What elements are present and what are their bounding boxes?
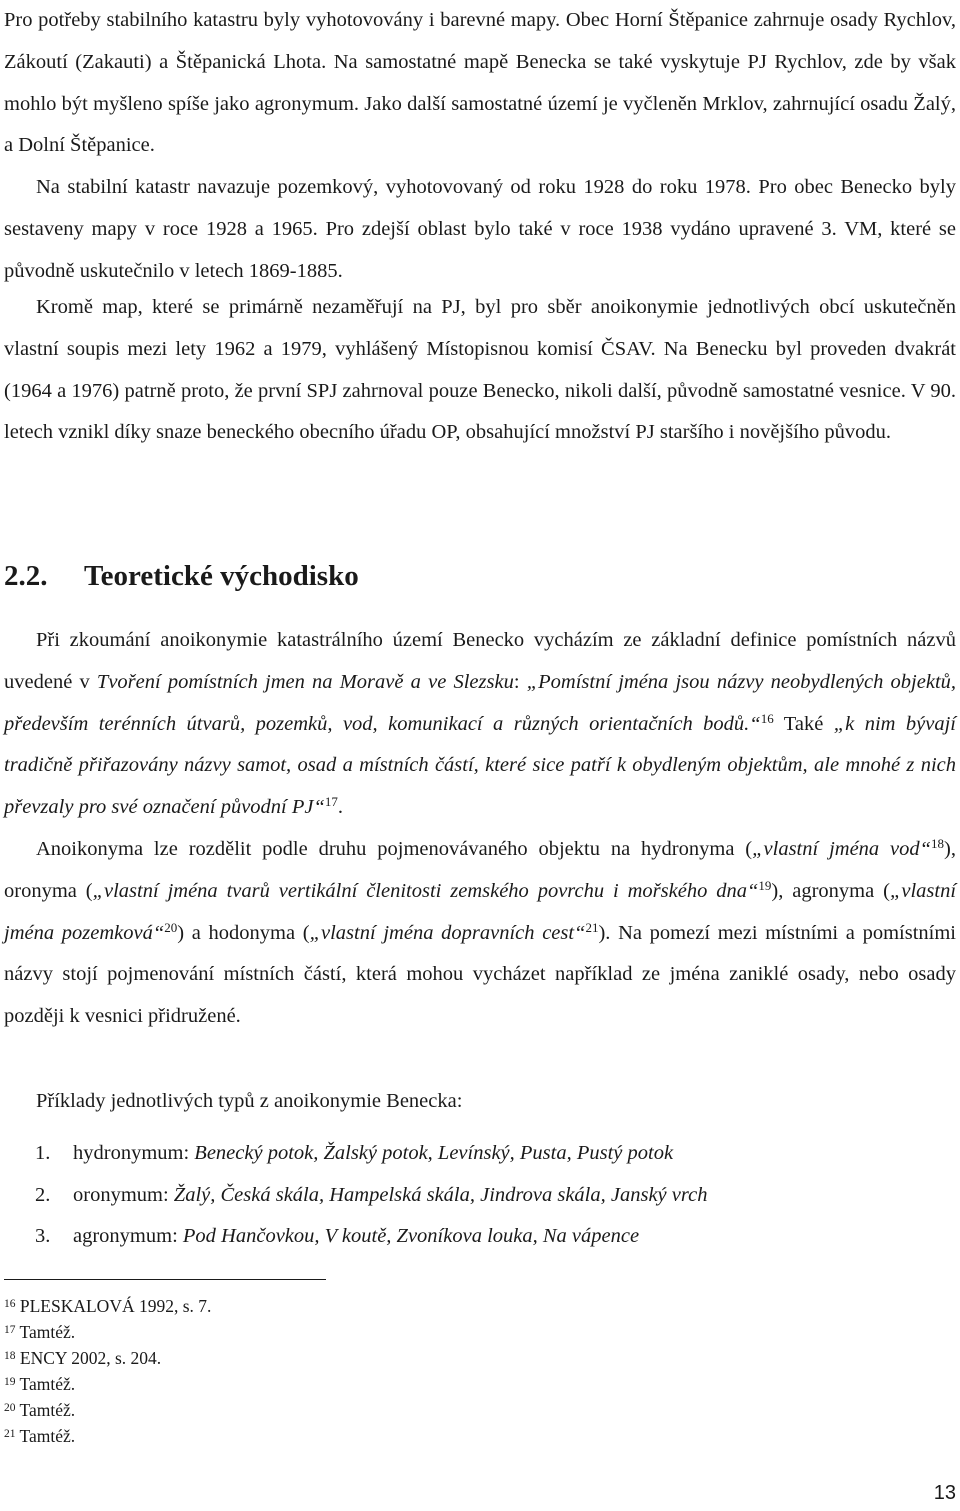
footnote-number: 17 [4, 1324, 16, 1336]
footnotes-list [4, 1293, 211, 1449]
footnote-text: Tamtéž. [15, 1374, 76, 1394]
paragraph-anoikonym-types: Anoikonyma lze rozdělit podle druhu pojmenovávaného objektu na hydronyma („vlastní jména vod“$^{18}$), oronyma („vlastní jména tvarů vertikální členitosti zemského povrchu i mořského dna“$^{19}$), agronyma („vlastní jména pozemková“$^{20}$) a hodonyma („vlastní jména dopravních cest“$^{21}$). Na pomezí mezi místními a pomístními názvy stojí pojmenování místních částí, která mohou vycházet například ze jména zaniklé osady, nebo osady později k vesnici přidružené. [4, 836, 957, 1028]
footnote-text: ENCY 2002, s. 204. [15, 1348, 162, 1368]
type-quote: „vlastní jména vod“ [752, 838, 932, 860]
footnote-ref[interactable]: 18 [931, 836, 945, 851]
footnote-number: 16 [4, 1298, 16, 1310]
paragraph-examples-intro: Příklady jednotlivých typů z anoikonymie Benecka: [36, 1090, 463, 1112]
footnote-text: Tamtéž. [15, 1322, 76, 1342]
paragraph-definition: Při zkoumání anoikonymie katastrálního území Benecko vycházím ze základní definice pomístních názvů uvedené v Tvoření pomístních jmen na Moravě a ve Slezsku: „Pomístní jména jsou názvy neobydlených objektů, především terénních útvarů, pozemků, vod, komunikací a různých orientačních bodů.“$^{16}$ Také „k nim bývají tradičně přiřazovány názvy samot, osad a místních částí, které sice patří k obydleným objektům, ale mnohé z nich převzaly pro své označení původní PJ“$^{17}$. [4, 629, 957, 819]
footnote-ref[interactable]: 17 [324, 794, 338, 810]
section-number: 2.2. [4, 560, 48, 592]
list-number: 3. [35, 1225, 51, 1247]
list-item [4, 1133, 956, 1175]
footnote [4, 1371, 211, 1397]
examples-list [4, 1133, 956, 1258]
paragraph-land-cadastre: Na stabilní katastr navazuje pozemkový, vyhotovovaný od roku 1928 do roku 1978. Pro obec Benecko byly sestaveny mapy v roce 1928 a 1965. Pro zdejší oblast bylo také v roce 1938 vydáno upravené 3. VM, které se původně uskutečnilo v letech 1869-1885. [4, 176, 956, 282]
footnote-text: Tamtéž. [15, 1426, 76, 1446]
footnote [4, 1345, 211, 1371]
example-label: agronymum: [73, 1225, 183, 1247]
footnote-ref[interactable]: 19 [758, 877, 772, 893]
definition-quote: „k nim bývají tradičně přiřazovány názvy samot, osad a místních částí, které sice patří k obydleným objektům, ale mnohé z nich převzaly pro své označení původní PJ“ [4, 712, 956, 819]
list-number: 2. [35, 1183, 51, 1206]
example-label: oronymum: [73, 1183, 174, 1206]
footnote [4, 1397, 211, 1423]
footnote-number: 18 [4, 1350, 16, 1362]
footnote-separator [4, 1279, 326, 1280]
example-names: Pod Hančovkou, V koutě, Zvoníkova louka, Na vápence [182, 1225, 640, 1247]
definition-quote: „Pomístní jména jsou názvy neobydlených objektů, především terénních útvarů, pozemků, vod, komunikací a různých orientačních bodů.“ [4, 670, 957, 735]
footnote-number: 20 [4, 1402, 16, 1414]
footnote-ref[interactable]: 21 [585, 919, 599, 935]
footnote-text: Tamtéž. [15, 1400, 76, 1420]
footnote-ref[interactable]: 20 [164, 919, 178, 935]
list-number: 1. [35, 1142, 51, 1164]
example-names: Benecký potok, Žalský potok, Levínský, Pusta, Pustý potok [194, 1142, 674, 1164]
book-title: Tvoření pomístních jmen na Moravě a ve Slezsku [96, 670, 514, 693]
paragraph-stable-cadastre-maps: Pro potřeby stabilního katastru byly vyhotovovány i barevné mapy. Obec Horní Štěpanice zahrnuje osady Rychlov, Zákoutí (Zakauti) a Štěpanická Lhota. Na samostatné mapě Benecka se také vyskytuje PJ Rychlov, zde by však mohlo být myšleno spíše jako agronymum. Jako další samostatné území je vyčleněn Mrklov, zahrnující osadu Žalý, a Dolní Štěpanice. [4, 9, 956, 157]
footnote [4, 1319, 211, 1345]
page-number: 13 [933, 1482, 956, 1504]
list-item [4, 1216, 956, 1258]
type-quote: „vlastní jména tvarů vertikální členitosti zemského povrchu i mořského dna“ [92, 879, 759, 902]
paragraph-name-survey: Kromě map, které se primárně nezaměřují na PJ, byl pro sběr anoikonymie jednotlivých obcí uskutečněn vlastní soupis mezi lety 1962 a 1979, vyhlášený Místopisnou komisí ČSAV. Na Benecku byl proveden dvakrát (1964 a 1976) patrně proto, že první SPJ zahrnoval pouze Benecko, nikoli další, původně samostatné vesnice. V 90. letech vznikl díky snaze beneckého obecního úřadu OP, obsahující množství PJ staršího i novějšího původu. [4, 296, 956, 444]
section-title: Teoretické východisko [84, 560, 359, 592]
example-label: hydronymum: [73, 1142, 195, 1164]
footnote-number: 19 [4, 1376, 16, 1388]
footnote-ref[interactable]: 16 [760, 710, 774, 726]
footnote [4, 1293, 211, 1319]
section-heading [4, 552, 359, 600]
footnote-number: 21 [4, 1428, 16, 1440]
footnote-text: PLESKALOVÁ 1992, s. 7. [15, 1296, 212, 1316]
example-names: Žalý, Česká skála, Hampelská skála, Jindrova skála, Janský vrch [173, 1183, 708, 1206]
list-item [4, 1175, 956, 1217]
footnote [4, 1423, 211, 1449]
type-quote: „vlastní jména dopravních cest“ [309, 921, 586, 944]
type-quote: „vlastní jména pozemková“ [4, 879, 957, 944]
